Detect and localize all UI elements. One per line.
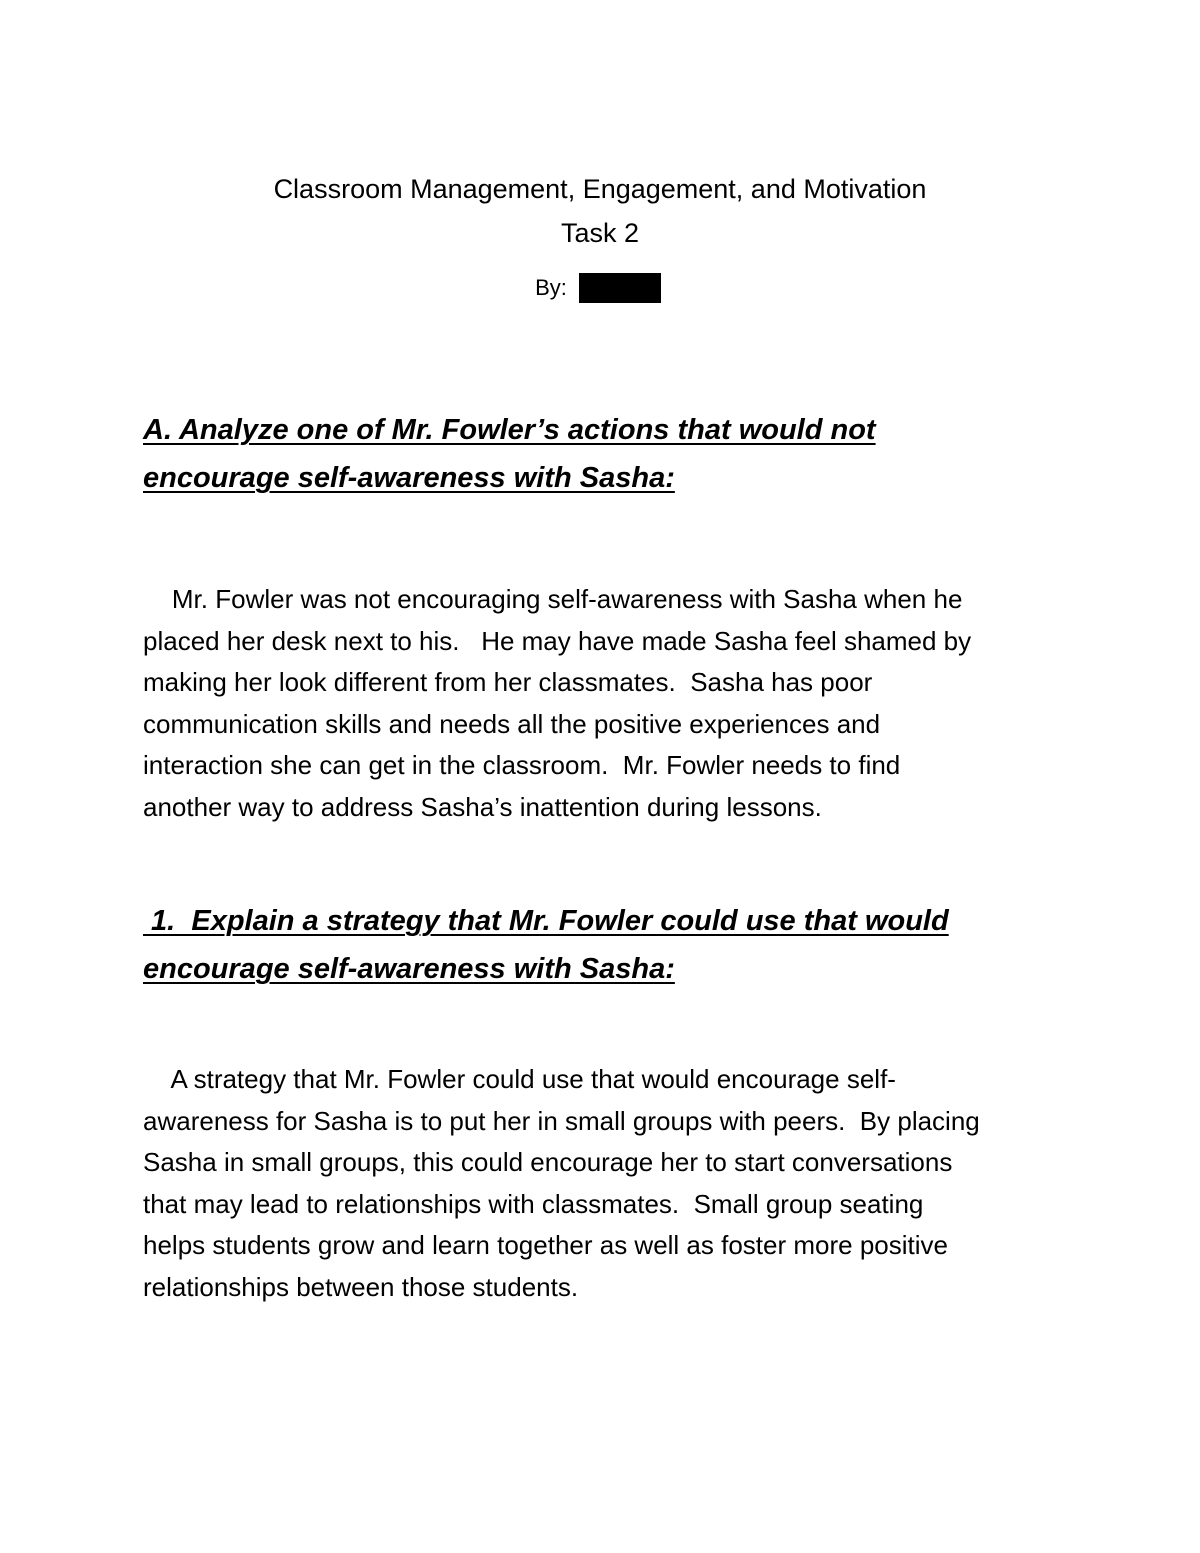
section-1-heading-line: encourage self-awareness with Sasha: bbox=[143, 953, 675, 985]
section-a-body bbox=[143, 579, 971, 828]
paragraph-line: making her look different from her classmates. Sasha has poor bbox=[143, 667, 873, 697]
paragraph-line: communication skills and needs all the positive experiences and bbox=[143, 708, 881, 739]
section-1-heading-line: 1. Explain a strategy that Mr. Fowler could use that would bbox=[143, 905, 949, 937]
paragraph-line: relationships between those students. bbox=[143, 1271, 579, 1302]
paragraph-line: Sasha in small groups, this could encourage her to start conversations bbox=[143, 1147, 953, 1177]
section-1-heading bbox=[143, 897, 949, 993]
document-subtitle: Task 2 bbox=[560, 218, 640, 248]
paragraph-line: another way to address Sasha’s inattention during lessons. bbox=[143, 791, 822, 822]
redacted-author-name bbox=[579, 273, 661, 303]
section-a-heading-line: A. Analyze one of Mr. Fowler’s actions that would not bbox=[143, 414, 876, 446]
section-a-heading-line: encourage self-awareness with Sasha: bbox=[143, 462, 675, 494]
document-title: Classroom Management, Engagement, and Motivation bbox=[273, 174, 927, 204]
paragraph-line: Mr. Fowler was not encouraging self-awareness with Sasha when he bbox=[143, 584, 963, 614]
paragraph-line: interaction she can get in the classroom. Mr. Fowler needs to find bbox=[143, 750, 901, 780]
section-1-body bbox=[143, 1059, 980, 1308]
paragraph-line: helps students grow and learn together as well as foster more positive bbox=[143, 1230, 948, 1260]
paragraph-line: that may lead to relationships with classmates. Small group seating bbox=[143, 1188, 924, 1219]
by-label: By: bbox=[535, 275, 567, 300]
section-a-heading bbox=[143, 406, 876, 502]
paragraph-line: A strategy that Mr. Fowler could use that would encourage self- bbox=[143, 1064, 896, 1094]
paragraph-line: placed her desk next to his. He may have made Sasha feel shamed by bbox=[143, 625, 972, 656]
paragraph-line: awareness for Sasha is to put her in small groups with peers. By placing bbox=[143, 1105, 980, 1136]
author-line bbox=[0, 272, 1200, 304]
